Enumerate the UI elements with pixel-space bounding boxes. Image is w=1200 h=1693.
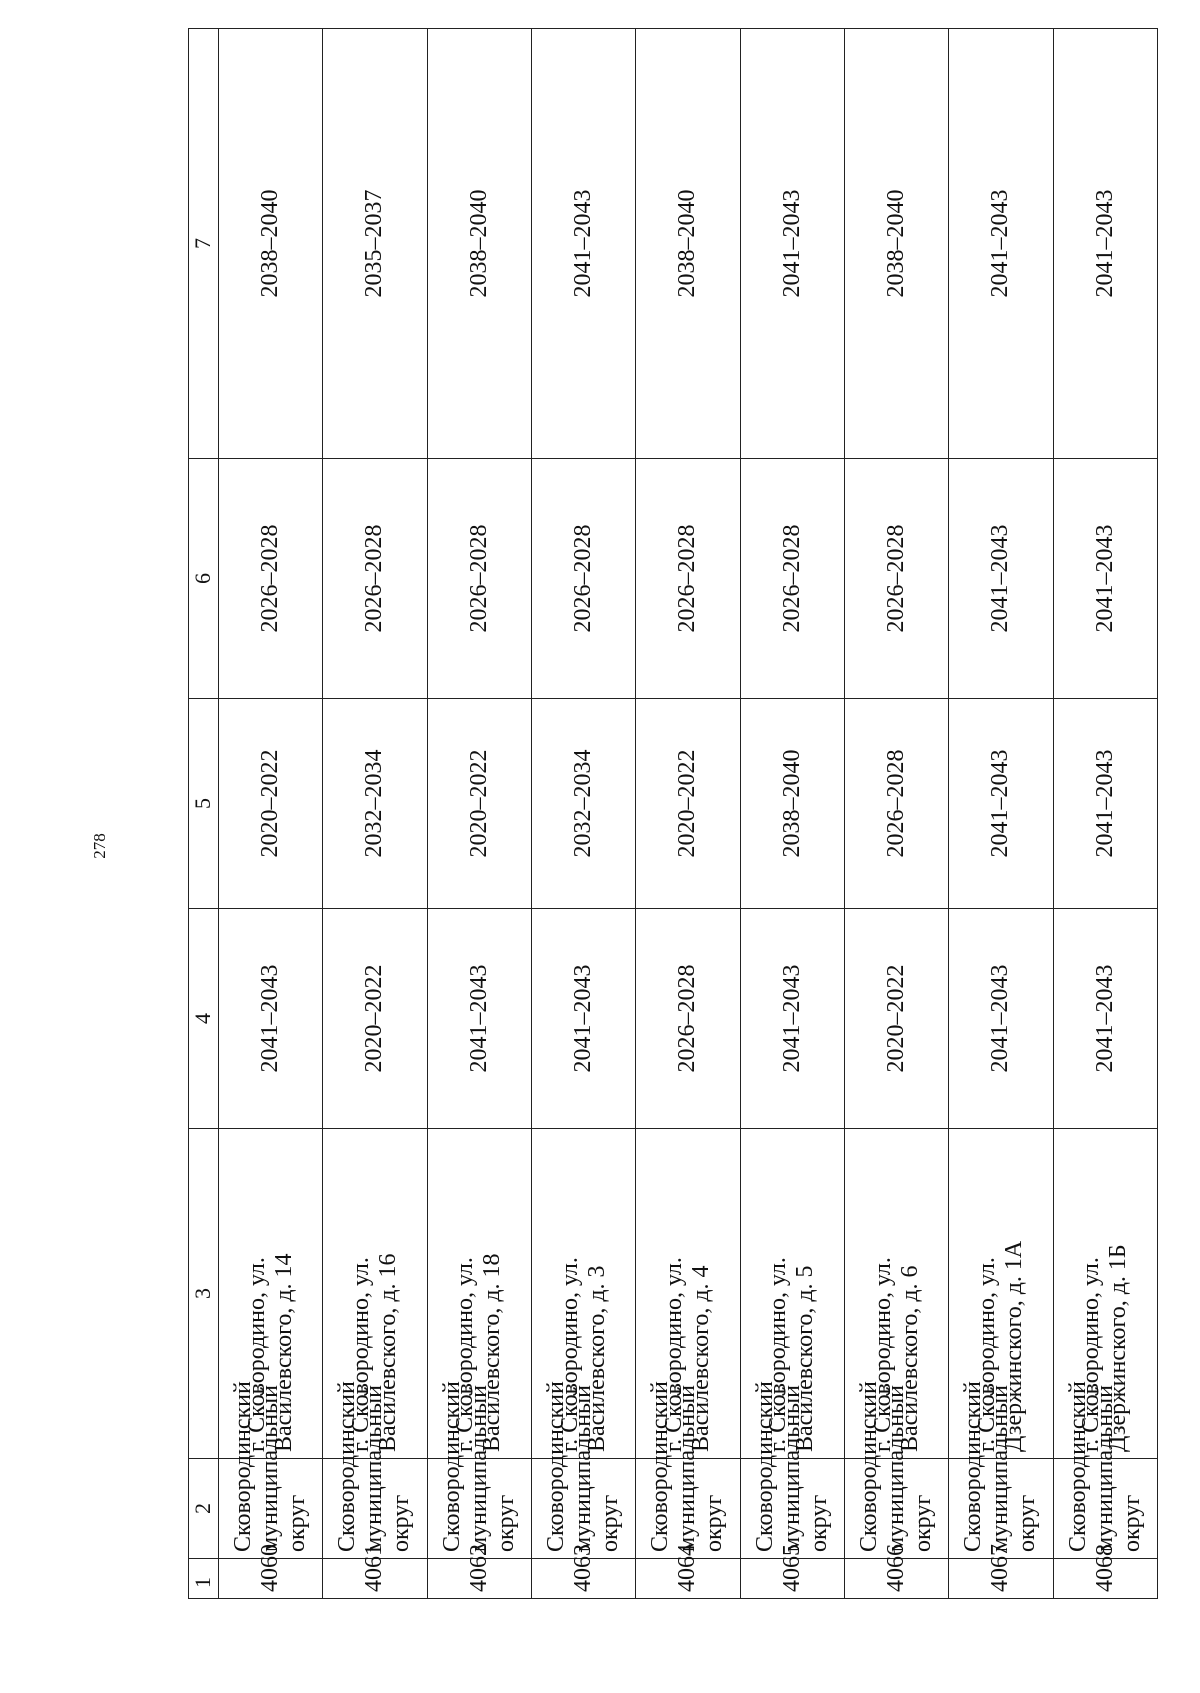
- table-row: [636, 29, 740, 1599]
- address-cell: г. Сковородино, ул. Василевского, д. 5: [740, 1129, 844, 1459]
- table-row: [531, 29, 635, 1599]
- district-cell: Сковородинский муниципальный округ: [427, 1459, 531, 1559]
- record-number-cell: 4061: [323, 1559, 427, 1599]
- period-cell: 2041–2043: [427, 909, 531, 1129]
- period-cell: 2038–2040: [844, 29, 948, 459]
- table-row: [323, 29, 427, 1599]
- period-cell: 2020–2022: [636, 699, 740, 909]
- table-row: [427, 29, 531, 1599]
- period-cell: 2026–2028: [844, 699, 948, 909]
- period-cell: 2041–2043: [531, 29, 635, 459]
- period-cell: 2026–2028: [219, 459, 323, 699]
- record-number-cell: 4068: [1053, 1559, 1157, 1599]
- record-number-cell: 4063: [531, 1559, 635, 1599]
- column-header: 5: [189, 699, 219, 909]
- table-row: [844, 29, 948, 1599]
- period-cell: 2041–2043: [740, 909, 844, 1129]
- period-cell: 2041–2043: [531, 909, 635, 1129]
- address-cell: г. Сковородино, ул. Василевского, д. 6: [844, 1129, 948, 1459]
- period-cell: 2026–2028: [844, 459, 948, 699]
- record-number-cell: 4060: [219, 1559, 323, 1599]
- district-cell: Сковородинский муниципальный округ: [949, 1459, 1053, 1559]
- district-cell: Сковородинский муниципальный округ: [323, 1459, 427, 1559]
- column-header: 1: [189, 1559, 219, 1599]
- period-cell: 2041–2043: [1053, 459, 1157, 699]
- period-cell: 2026–2028: [740, 459, 844, 699]
- table-row: [949, 29, 1053, 1599]
- address-cell: г. Сковородино, ул. Василевского, д. 16: [323, 1129, 427, 1459]
- record-number-cell: 4064: [636, 1559, 740, 1599]
- address-cell: г. Сковородино, ул. Дзержинского, д. 1Б: [1053, 1129, 1157, 1459]
- period-cell: 2026–2028: [636, 909, 740, 1129]
- schedule-table: [188, 28, 1158, 1599]
- district-cell: Сковородинский муниципальный округ: [219, 1459, 323, 1559]
- district-cell: Сковородинский муниципальный округ: [636, 1459, 740, 1559]
- period-cell: 2041–2043: [1053, 699, 1157, 909]
- column-header: 6: [189, 459, 219, 699]
- page-number: 278: [90, 833, 109, 859]
- table-body: [219, 29, 1158, 1599]
- period-cell: 2041–2043: [949, 909, 1053, 1129]
- period-cell: 2032–2034: [531, 699, 635, 909]
- record-number-cell: 4067: [949, 1559, 1053, 1599]
- district-cell: Сковородинский муниципальный округ: [844, 1459, 948, 1559]
- period-cell: 2035–2037: [323, 29, 427, 459]
- period-cell: 2032–2034: [323, 699, 427, 909]
- rotated-table-container: [188, 29, 1158, 1599]
- period-cell: 2026–2028: [636, 459, 740, 699]
- address-cell: г. Сковородино, ул. Василевского, д. 14: [219, 1129, 323, 1459]
- address-cell: г. Сковородино, ул. Дзержинского, д. 1А: [949, 1129, 1053, 1459]
- record-number-cell: 4065: [740, 1559, 844, 1599]
- district-cell: Сковородинский муниципальный округ: [740, 1459, 844, 1559]
- period-cell: 2041–2043: [949, 699, 1053, 909]
- period-cell: 2026–2028: [427, 459, 531, 699]
- period-cell: 2038–2040: [219, 29, 323, 459]
- period-cell: 2041–2043: [1053, 29, 1157, 459]
- column-header: 2: [189, 1459, 219, 1559]
- period-cell: 2041–2043: [949, 459, 1053, 699]
- period-cell: 2041–2043: [949, 29, 1053, 459]
- column-header: 4: [189, 909, 219, 1129]
- period-cell: 2020–2022: [323, 909, 427, 1129]
- table-row: [740, 29, 844, 1599]
- period-cell: 2026–2028: [531, 459, 635, 699]
- period-cell: 2038–2040: [740, 699, 844, 909]
- column-header: 7: [189, 29, 219, 459]
- period-cell: 2020–2022: [219, 699, 323, 909]
- period-cell: 2038–2040: [427, 29, 531, 459]
- period-cell: 2041–2043: [219, 909, 323, 1129]
- district-cell: Сковородинский муниципальный округ: [531, 1459, 635, 1559]
- table-row: [219, 29, 323, 1599]
- record-number-cell: 4066: [844, 1559, 948, 1599]
- period-cell: 2041–2043: [740, 29, 844, 459]
- header-row: [189, 29, 219, 1599]
- address-cell: г. Сковородино, ул. Василевского, д. 4: [636, 1129, 740, 1459]
- period-cell: 2038–2040: [636, 29, 740, 459]
- record-number-cell: 4062: [427, 1559, 531, 1599]
- period-cell: 2041–2043: [1053, 909, 1157, 1129]
- period-cell: 2026–2028: [323, 459, 427, 699]
- period-cell: 2020–2022: [427, 699, 531, 909]
- column-header: 3: [189, 1129, 219, 1459]
- address-cell: г. Сковородино, ул. Василевского, д. 3: [531, 1129, 635, 1459]
- address-cell: г. Сковородино, ул. Василевского, д. 18: [427, 1129, 531, 1459]
- period-cell: 2020–2022: [844, 909, 948, 1129]
- table-row: [1053, 29, 1157, 1599]
- district-cell: Сковородинский муниципальный округ: [1053, 1459, 1157, 1559]
